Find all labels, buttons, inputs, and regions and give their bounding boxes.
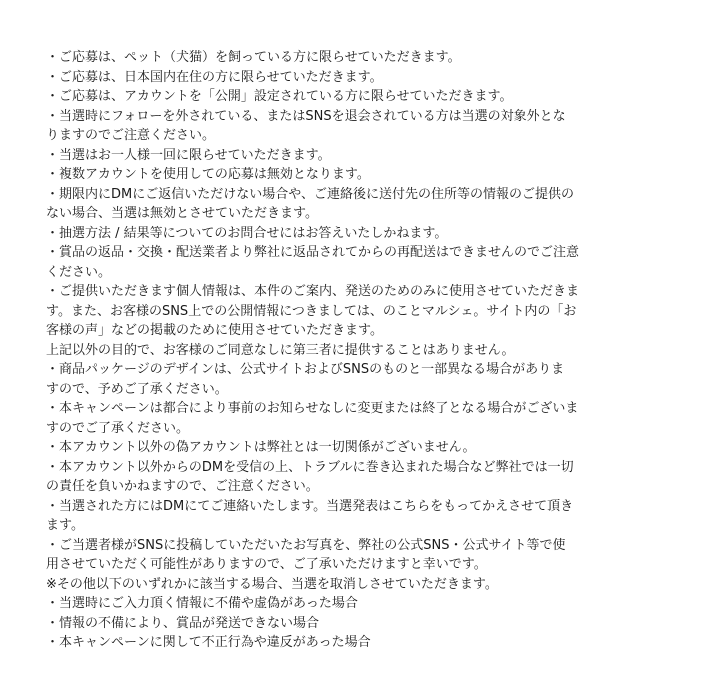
note-line: ・本キャンペーンは都合により事前のお知らせなしに変更または終了となる場合がございま	[46, 401, 579, 416]
note-line: ・複数アカウントを使用しての応募は無効となります。	[46, 167, 370, 182]
note-line: 客様の声」などの掲載のために使用させていただきます。	[46, 323, 383, 338]
note-line: ・期限内にDMにご返信いただけない場合や、ご連絡後に送付先の住所等の情報のご提供の	[46, 186, 574, 202]
note-line: ・当選された方にはDMにてご連絡いたします。当選発表はこちらをもってかえさせて頂き	[46, 498, 574, 514]
note-line: ・当選時にフォローを外されている、またはSNSを退会されている方は当選の対象外とな	[46, 108, 566, 124]
note-line: ・ご応募は、アカウントを「公開」設定されている方に限らせていただきます。	[46, 89, 513, 104]
note-line: ・本アカウント以外の偽アカウントは弊社とは一切関係がございません。	[46, 440, 476, 455]
note-line: ・当選時にご入力頂く情報に不備や虚偽があった場合	[46, 596, 358, 611]
note-line: ・ご提供いただきます個人情報は、本件のご案内、発送のためのみに使用させていただきま	[46, 284, 580, 299]
note-line: すのでご了承ください。	[46, 420, 190, 436]
note-line: ・抽選方法 / 結果等についてのお問合せにはお答えいたしかねます。	[46, 225, 448, 241]
note-line: すので、予めご了承ください。	[46, 381, 228, 397]
note-line: ・商品パッケージのデザインは、公式サイトおよびSNSのものと一部異なる場合がありま	[46, 362, 565, 377]
note-line: す。また、お客様のSNS上での公開情報につきましては、のことマルシェ。サイト内の「お	[46, 303, 577, 319]
note-line: 用させていただく可能性がありますので、ご了承いただけますと幸いです。	[46, 557, 487, 572]
note-line: ください。	[46, 264, 112, 280]
note-line: 上記以外の目的で、お客様のご同意なしに第三者に提供することはありません。	[46, 342, 515, 358]
note-line: ・当選はお一人様一回に限らせていただきます。	[46, 147, 331, 163]
note-line: りますのでご注意ください。	[46, 128, 216, 143]
note-line: ない場合、当選は無効とさせていただきます。	[46, 206, 318, 221]
note-line: ・賞品の返品・交換・配送業者より弊社に返品されてからの再配送はできませんのでご注意	[46, 245, 580, 260]
note-line: ・本アカウント以外からのDMを受信の上、トラブルに巻き込まれた場合など弊社では一切	[46, 459, 574, 475]
campaign-notes	[46, 48, 652, 653]
note-line: ・情報の不備により、賞品が発送できない場合	[46, 615, 320, 631]
note-line: ・ご応募は、ペット（犬猫）を飼っている方に限らせていただきます。	[46, 50, 461, 65]
note-line: ・ご当選者様がSNSに投稿していただいたお写真を、弊社の公式SNS・公式サイト等で使	[46, 537, 566, 553]
note-line: の責任を負いかねますので、ご注意ください。	[46, 479, 319, 494]
note-line: ・本キャンペーンに関して不正行為や違反があった場合	[46, 635, 371, 650]
note-line: ・ご応募は、日本国内在住の方に限らせていただきます。	[46, 69, 383, 85]
note-line: ※その他以下のいずれかに該当する場合、当選を取消しさせていただきます。	[46, 576, 498, 592]
note-line: ます。	[46, 518, 84, 533]
